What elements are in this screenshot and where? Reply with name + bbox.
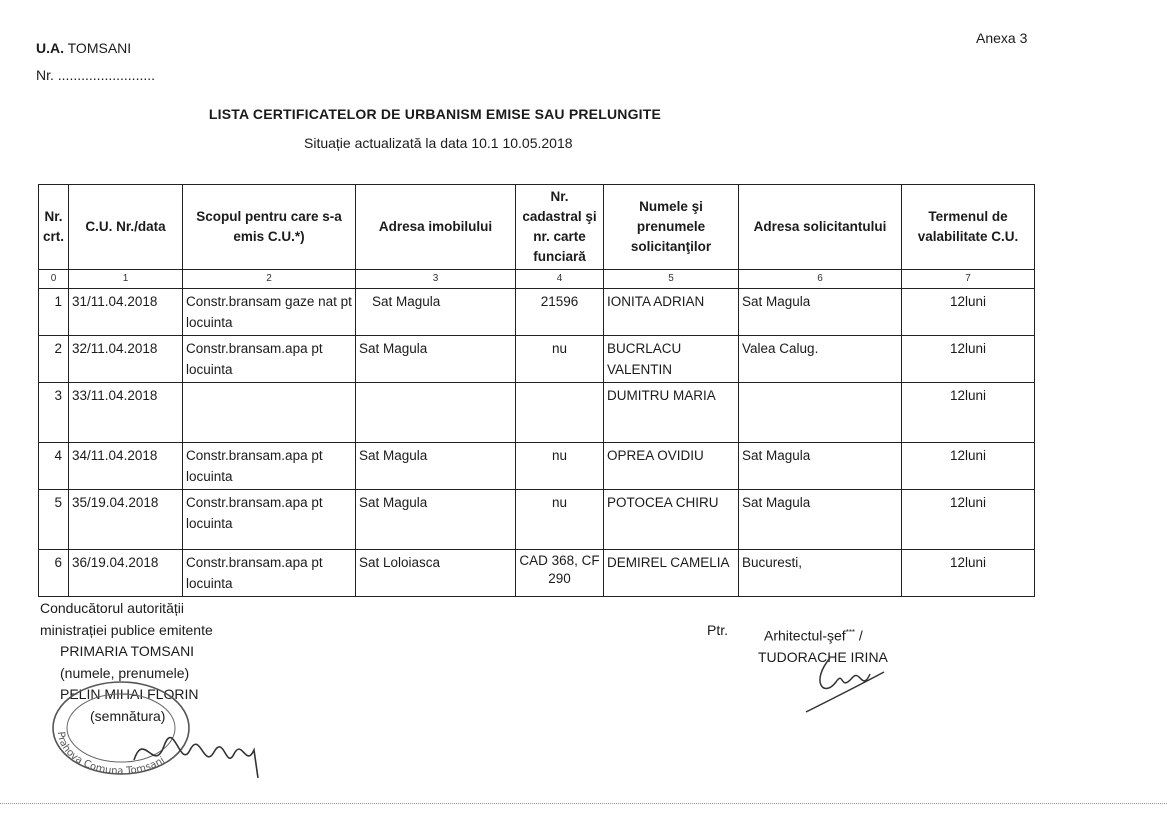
issuer-signature-scribble-icon (130, 720, 270, 780)
ptr-label: Ptr. (707, 622, 729, 638)
cell-purpose: Constr.bransam gaze nat pt locuinta (183, 289, 356, 336)
cell-validity: 12luni (902, 289, 1035, 336)
column-number: 2 (183, 270, 356, 289)
cell-property-address: Sat Magula (356, 336, 516, 383)
issuer-role-line-2: ministrației publice emitente (40, 621, 213, 638)
column-number: 4 (516, 270, 604, 289)
cell-applicant-address: Sat Magula (739, 490, 902, 550)
certificates-table (38, 184, 1035, 597)
issuer-signature-caption: (semnătura) (90, 707, 166, 724)
architect-title-mark: *** (845, 628, 856, 637)
table-row (39, 289, 1035, 336)
column-number: 7 (902, 270, 1035, 289)
cell-nr: 6 (39, 550, 69, 597)
table-row (39, 383, 1035, 443)
header-cu-number: C.U. Nr./data (69, 185, 183, 270)
cell-property-address: Sat Magula (356, 443, 516, 490)
column-number: 5 (604, 270, 739, 289)
document-title: LISTA CERTIFICATELOR DE URBANISM EMISE SAU PRELUNGITE (208, 106, 662, 122)
registration-number-line: Nr. ......................... (36, 67, 156, 83)
issuer-name-caption: (numele, prenumele) (60, 664, 190, 681)
table-header-row (39, 185, 1035, 270)
architect-title-line (764, 622, 888, 647)
cell-purpose (183, 383, 356, 443)
cell-cu: 35/19.04.2018 (69, 490, 183, 550)
cell-nr: 3 (39, 383, 69, 443)
cell-applicant-name: DEMIREL CAMELIA (604, 550, 739, 597)
issuer-institution: PRIMARIA TOMSANI (60, 643, 195, 659)
header-validity: Termenul de valabilitate C.U. (902, 185, 1035, 270)
cell-property-address: Sat Magula (356, 289, 516, 336)
header-cadastral: Nr. cadastral şi nr. carte funciară (516, 185, 604, 270)
column-number: 0 (39, 270, 69, 289)
header-purpose: Scopul pentru care s-a emis C.U.*) (183, 185, 356, 270)
header-applicant-name: Numele şi prenumele solicitanţilor (604, 185, 739, 270)
cell-applicant-name: POTOCEA CHIRU (604, 490, 739, 550)
architect-title-slash: / (855, 627, 863, 644)
cell-applicant-name: OPREA OVIDIU (604, 443, 739, 490)
issuing-unit (36, 40, 131, 56)
cell-cadastral (516, 383, 604, 443)
cell-purpose: Constr.bransam.apa pt locuinta (183, 443, 356, 490)
unit-name: TOMSANI (64, 40, 132, 56)
architect-name: TUDORACHE IRINA (758, 648, 888, 665)
column-number-row (39, 270, 1035, 289)
cell-purpose: Constr.bransam.apa pt locuinta (183, 490, 356, 550)
column-number: 3 (356, 270, 516, 289)
cell-cadastral: nu (516, 443, 604, 490)
cell-validity: 12luni (902, 550, 1035, 597)
cell-cadastral: nu (516, 490, 604, 550)
cell-property-address: Sat Magula (356, 490, 516, 550)
cell-nr: 4 (39, 443, 69, 490)
header-nr-crt: Nr. crt. (39, 185, 69, 270)
cell-applicant-address: Sat Magula (739, 289, 902, 336)
table-row (39, 490, 1035, 550)
table-row (39, 336, 1035, 383)
cell-validity: 12luni (902, 336, 1035, 383)
cell-cadastral: 21596 (516, 289, 604, 336)
cell-cu: 34/11.04.2018 (69, 443, 183, 490)
cell-validity: 12luni (902, 490, 1035, 550)
architect-signature-scribble-icon (800, 652, 890, 716)
cell-cu: 36/19.04.2018 (69, 550, 183, 597)
issuer-role-line-1: Conducătorul autorității (40, 600, 184, 616)
cell-property-address: Sat Loloiasca (356, 550, 516, 597)
cell-cu: 32/11.04.2018 (69, 336, 183, 383)
cell-nr: 5 (39, 490, 69, 550)
cell-applicant-address (739, 383, 902, 443)
page-bottom-edge (0, 803, 1167, 804)
cell-property-address (356, 383, 516, 443)
cell-applicant-address: Valea Calug. (739, 336, 902, 383)
stamp-text: Prahova Comuna Tomsani (54, 731, 167, 778)
cell-cadastral: nu (516, 336, 604, 383)
cell-applicant-name: IONITA ADRIAN (604, 289, 739, 336)
cell-validity: 12luni (902, 383, 1035, 443)
cell-purpose: Constr.bransam.apa pt locuinta (183, 550, 356, 597)
table-row (39, 550, 1035, 597)
annex-label: Anexa 3 (976, 30, 1028, 46)
column-number: 6 (739, 270, 902, 289)
cell-validity: 12luni (902, 443, 1035, 490)
architect-title: Arhitectul-şef (764, 627, 846, 644)
cell-nr: 1 (39, 289, 69, 336)
cell-applicant-name: DUMITRU MARIA (604, 383, 739, 443)
cell-nr: 2 (39, 336, 69, 383)
cell-applicant-address: Bucuresti, (739, 550, 902, 597)
unit-prefix: U.A. (36, 40, 64, 56)
cell-applicant-name: BUCRLACU VALENTIN (604, 336, 739, 383)
cell-applicant-address: Sat Magula (739, 443, 902, 490)
cell-cu: 31/11.04.2018 (69, 289, 183, 336)
issuer-name: PELIN MIHAI FLORIN (60, 686, 199, 702)
cell-cadastral: CAD 368, CF 290 (516, 550, 604, 597)
column-number: 1 (69, 270, 183, 289)
cell-cu: 33/11.04.2018 (69, 383, 183, 443)
document-subtitle: Situație actualizată la data 10.1 10.05.2018 (304, 135, 573, 151)
header-applicant-address: Adresa solicitantului (739, 185, 902, 270)
cell-purpose: Constr.bransam.apa pt locuinta (183, 336, 356, 383)
header-property-address: Adresa imobilului (356, 185, 516, 270)
table-row (39, 443, 1035, 490)
